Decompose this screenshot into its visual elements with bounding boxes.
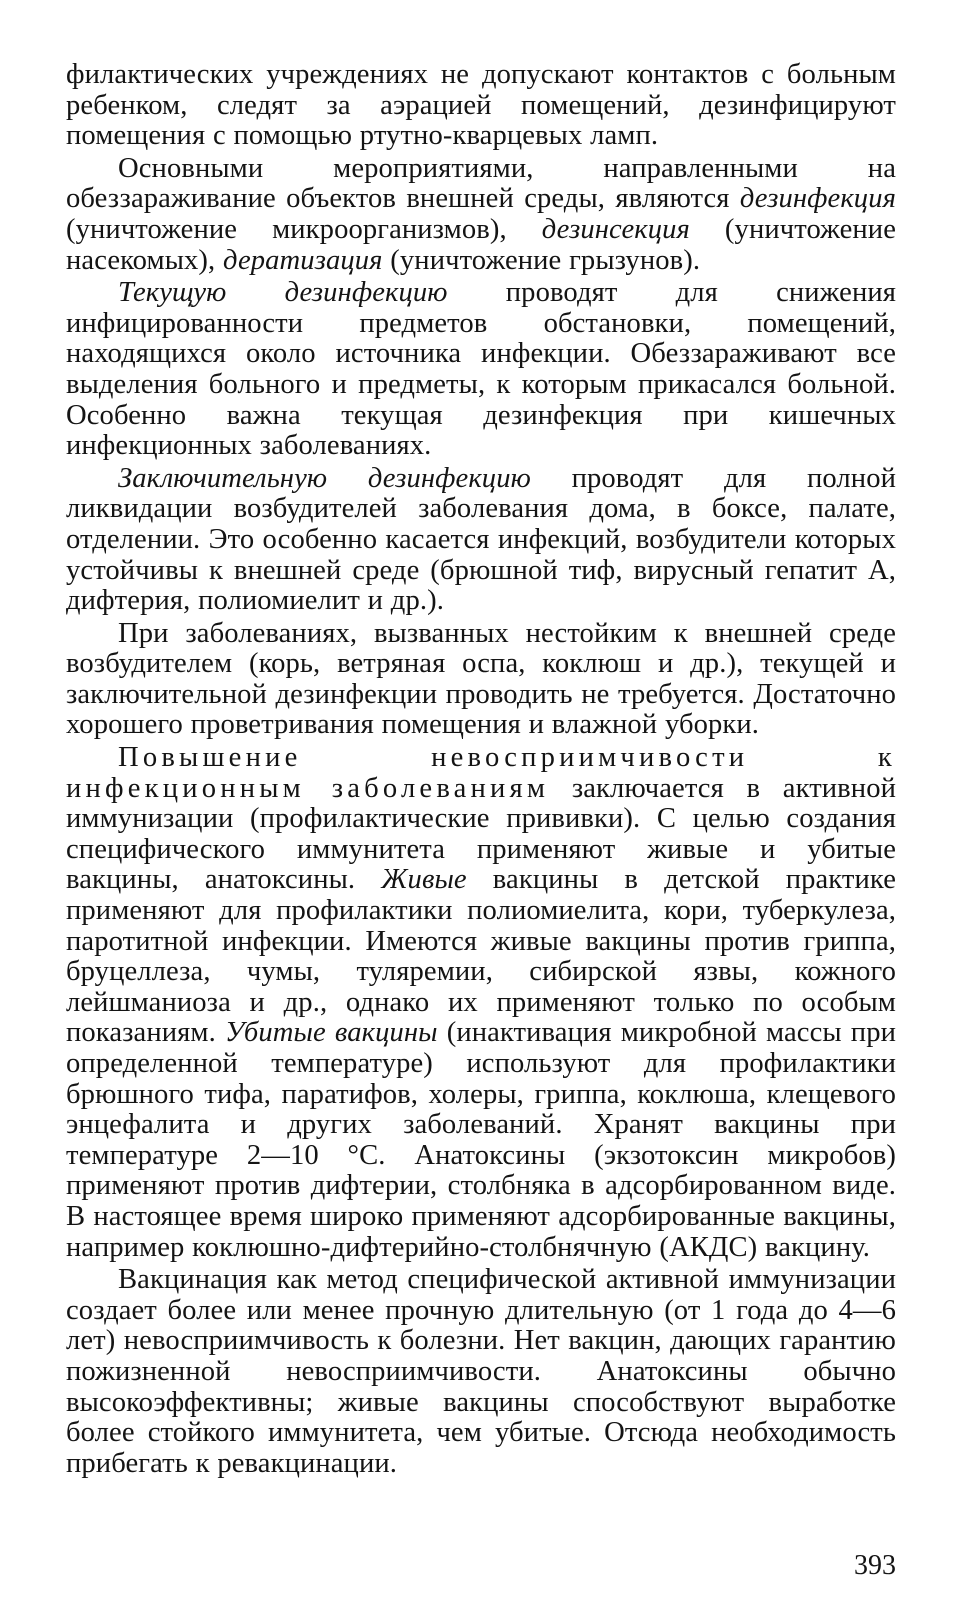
text-run: (уничтожение насекомых), [66, 213, 896, 276]
text-run: Основными мероприятиями, направленными на обеззараживание объектов внешней среды, являются [66, 152, 896, 215]
italic-term: Текущую дезинфекцию [118, 277, 448, 309]
paragraph [66, 619, 896, 741]
italic-term: Живые [381, 864, 467, 896]
paragraph [66, 464, 896, 617]
page-number: 393 [854, 1550, 896, 1581]
italic-term: Заключительную дезинфекцию [118, 462, 531, 494]
spaced-emphasis: Повышение невосприимчивости к инфекционным заболеваниям [66, 742, 896, 804]
text-run: филактических учреждениях не допускают контактов с больным ребенком, следят за аэрацией помещений, дезинфицируют помещения с помощью ртутно-кварцевых ламп. [66, 59, 896, 152]
text-run: проводят для снижения инфицированности предметов обстановки, помещений, находящихся около источника инфекции. Обеззараживают все выделения больного и предметы, к которым прикасался больной. Особенно важна текущая дезинфекция при кишечных инфекционных заболеваниях. [66, 277, 897, 462]
paragraph [66, 154, 896, 276]
italic-term: дезинфекция [739, 183, 896, 215]
text-run: При заболеваниях, вызванных нестойким к внешней среде возбудителем (корь, ветряная оспа, коклюш и др.), текущей и заключительной дезинфекции проводить не требуется. Достаточно хорошего проветривания помещения и влажной уборки. [66, 617, 896, 741]
text-run: заключается в активной иммунизации (профилактические прививки). С целью создания специфического иммунитета применяют живые и убитые вакцины, анатоксины. [66, 772, 896, 896]
italic-term: Убитые вакцины [224, 1017, 438, 1049]
italic-term: дератизация [223, 244, 383, 276]
text-run: (уничтожение грызунов). [382, 244, 701, 276]
text-run: проводят для полной ликвидации возбудителей заболевания дома, в боксе, палате, отделении. Это особенно касается инфекций, возбудители которых устойчивы к внешней среде (брюшной тиф, вирусный гепатит А, дифтерия, полиомиелит и др.). [66, 462, 896, 617]
text-run: (уничтожение микроорганизмов), [66, 213, 542, 245]
text-run: вакцины в детской практике применяют для профилактики полиомиелита, кори, туберкулеза, паротитной инфекции. Имеются живые вакцины против гриппа, бруцеллеза, чумы, туляремии, сибирской язвы, кожного лейшманиоза и др., однако их применяют только по особым показаниям. [66, 864, 896, 1049]
paragraph [66, 1265, 896, 1479]
text-run: (инактивация микробной массы при определенной температуре) используют для профилактики брюшного тифа, паратифов, холеры, гриппа, коклюша, клещевого энцефалита и других заболеваний. Хранят вакцины при температуре 2—10 °С. Анатоксины (экзотоксин микробов) применяют против дифтерии, столбняка в адсорбированном виде. В настоящее время широко применяют адсорбированные вакцины, например коклюшно-дифтерийно-столбнячную (АКДС) вакцину. [66, 1017, 896, 1263]
paragraph [66, 60, 896, 152]
text-run: Вакцинация как метод специфической активной иммунизации создает более или менее прочную длительную (от 1 года до 4—6 лет) невосприимчивость к болезни. Нет вакцин, дающих гарантию пожизненной невосприимчивости. Анатоксины обычно высокоэффективны; живые вакцины способствуют выработке более стойкого иммунитета, чем убитые. Отсюда необходимость прибегать к ревакцинации. [66, 1264, 896, 1479]
paragraph [66, 278, 896, 462]
paragraph [66, 743, 896, 1263]
italic-term: дезинсекция [541, 213, 690, 245]
page-body [66, 60, 896, 1479]
